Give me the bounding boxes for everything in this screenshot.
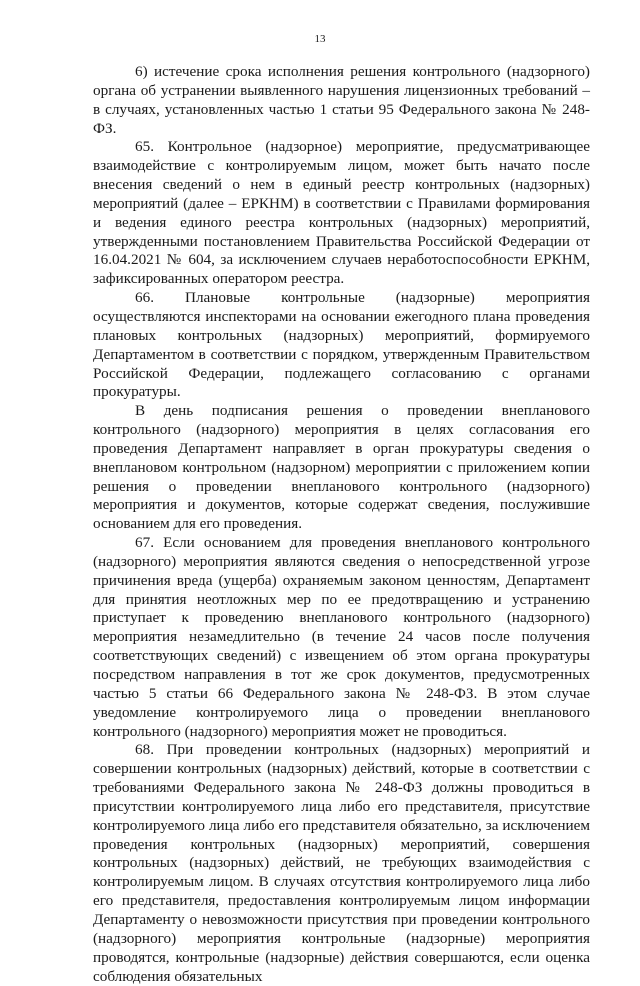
paragraph-68: 68. При проведении контрольных (надзорных) мероприятий и совершении контрольных (надзорных) действий, которые в соответствии с требованиями Федерального закона № 248-ФЗ должны проводиться в присутствии контролируемого лица либо его представителя, присутствие контролируемого лица либо его представителя обязательно, за исключением проведения контрольных (надзорных) мероприятий, совершения контрольных (надзорных) действий, не требующих взаимодействия с контролируемым лицом. В случаях отсутствия контролируемого лица либо его представителя, предоставления контролируемым лицом информации Департаменту о невозможности присутствия при проведении контрольного (надзорного) мероприятия контрольные (надзорные) мероприятия проводятся, контрольные (надзорные) действия совершаются, если оценка соблюдения обязательных	[93, 741, 590, 985]
paragraph-66: 66. Плановые контрольные (надзорные) мероприятия осуществляются инспекторами на основании ежегодного плана проведения плановых контрольных (надзорных) мероприятий, формируемого Департаментом в соответствии с порядком, утвержденным Правительством Российской Федерации, подлежащего согласованию с органами прокуратуры.	[93, 289, 590, 401]
paragraph-item-6: 6) истечение срока исполнения решения контрольного (надзорного) органа об устранении выявленного нарушения лицензионных требований – в случаях, установленных частью 1 статьи 95 Федерального закона № 248-ФЗ.	[93, 63, 590, 137]
document-body	[93, 63, 590, 986]
paragraph-67: 67. Если основанием для проведения внепланового контрольного (надзорного) мероприятия являются сведения о непосредственной угрозе причинения вреда (ущерба) охраняемым законом ценностям, Департамент для принятия неотложных мер по ее предотвращению и устранению приступает к проведению внепланового контрольного (надзорного) мероприятия незамедлительно (в течение 24 часов после получения соответствующих сведений) с извещением об этом органа прокуратуры посредством направления в тот же срок документов, предусмотренных частью 5 статьи 66 Федерального закона № 248-ФЗ. В этом случае уведомление контролируемого лица о проведении внепланового контрольного (надзорного) мероприятия может не проводиться.	[93, 534, 590, 740]
paragraph-66-continuation: В день подписания решения о проведении внепланового контрольного (надзорного) мероприятия в целях согласования его проведения Департамент направляет в орган прокуратуры сведения о внеплановом контрольном (надзорном) мероприятии с приложением копии решения о проведении внепланового контрольного (надзорного) мероприятия и документов, которые содержат сведения, послужившие основанием для его проведения.	[93, 402, 590, 533]
paragraph-65: 65. Контрольное (надзорное) мероприятие, предусматривающее взаимодействие с контролируемым лицом, может быть начато после внесения сведений о нем в единый реестр контрольных (надзорных) мероприятий (далее – ЕРКНМ) в соответствии с Правилами формирования и ведения единого реестра контрольных (надзорных) мероприятий, утвержденными постановлением Правительства Российской Федерации от 16.04.2021 № 604, за исключением случаев неработоспособности ЕРКНМ, зафиксированных оператором реестра.	[93, 138, 590, 288]
page-number: 13	[314, 33, 326, 45]
